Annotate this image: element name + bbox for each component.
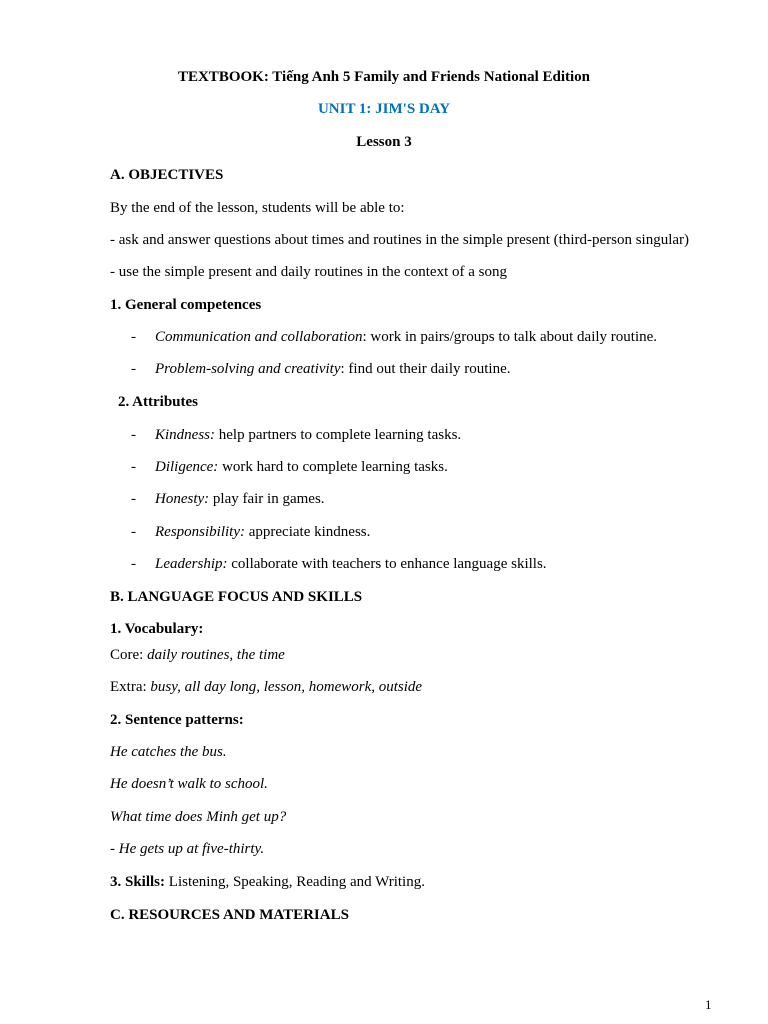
attribute-text: collaborate with teachers to enhance language skills. <box>227 556 547 572</box>
bullet-dash: - <box>131 556 136 572</box>
bullet-dash: - <box>131 491 136 507</box>
vocabulary-heading: 1. Vocabulary: <box>110 621 204 637</box>
sentence-patterns-heading: 2. Sentence patterns: <box>110 712 244 728</box>
competence-item <box>155 360 510 378</box>
unit-title: UNIT 1: JIM'S DAY <box>317 101 451 117</box>
attribute-item <box>155 490 325 508</box>
sentence-pattern: - He gets up at five-thirty. <box>110 841 265 857</box>
competence-text: : find out their daily routine. <box>340 361 511 377</box>
attribute-text: work hard to complete learning tasks. <box>218 459 448 475</box>
extra-label: Extra: <box>110 679 151 695</box>
bullet-dash: - <box>131 427 136 443</box>
competence-term: Problem-solving and creativity <box>155 361 341 377</box>
sentence-pattern: He catches the bus. <box>110 744 227 760</box>
competence-term: Communication and collaboration <box>155 329 363 345</box>
skills-label: 3. Skills: <box>110 874 166 890</box>
bullet-dash: - <box>131 361 136 377</box>
skills-text: Listening, Speaking, Reading and Writing. <box>165 874 425 890</box>
extra-words: busy, all day long, lesson, homework, outside <box>150 679 423 695</box>
textbook-title: TEXTBOOK: Tiếng Anh 5 Family and Friends National Edition <box>177 69 591 85</box>
attribute-item <box>155 555 547 573</box>
attribute-term: Responsibility: <box>155 524 245 540</box>
attributes-heading: 2. Attributes <box>118 394 198 410</box>
bullet-dash: - <box>131 459 136 475</box>
objective-item: - ask and answer questions about times and routines in the simple present (third-person singular) <box>110 232 690 248</box>
attribute-term: Leadership: <box>155 556 228 572</box>
attribute-item <box>155 426 461 444</box>
core-label: Core: <box>110 647 148 663</box>
vocabulary-extra <box>110 678 422 696</box>
competence-item <box>155 328 657 346</box>
attribute-term: Honesty: <box>155 491 210 507</box>
objectives-heading: A. OBJECTIVES <box>110 167 224 183</box>
skills-line <box>110 873 425 891</box>
lesson-title: Lesson 3 <box>356 134 412 150</box>
attribute-text: play fair in games. <box>209 491 325 507</box>
objectives-intro: By the end of the lesson, students will be able to: <box>110 200 405 216</box>
attribute-text: help partners to complete learning tasks. <box>215 427 462 443</box>
attribute-item <box>155 523 370 541</box>
sentence-pattern: He doesn’t walk to school. <box>110 776 268 792</box>
general-competences-heading: 1. General competences <box>110 297 262 313</box>
bullet-dash: - <box>131 524 136 540</box>
competence-text: : work in pairs/groups to talk about daily routine. <box>362 329 658 345</box>
attribute-term: Kindness: <box>155 427 215 443</box>
core-words: daily routines, the time <box>147 647 285 663</box>
attribute-item <box>155 458 448 476</box>
resources-heading: C. RESOURCES AND MATERIALS <box>110 907 349 923</box>
language-heading: B. LANGUAGE FOCUS AND SKILLS <box>110 589 363 605</box>
attribute-term: Diligence: <box>155 459 219 475</box>
vocabulary-core <box>110 646 285 664</box>
sentence-pattern: What time does Minh get up? <box>110 809 287 825</box>
attribute-text: appreciate kindness. <box>245 524 371 540</box>
objective-item: - use the simple present and daily routines in the context of a song <box>110 264 507 280</box>
bullet-dash: - <box>131 329 136 345</box>
page-number: 1 <box>705 997 712 1012</box>
